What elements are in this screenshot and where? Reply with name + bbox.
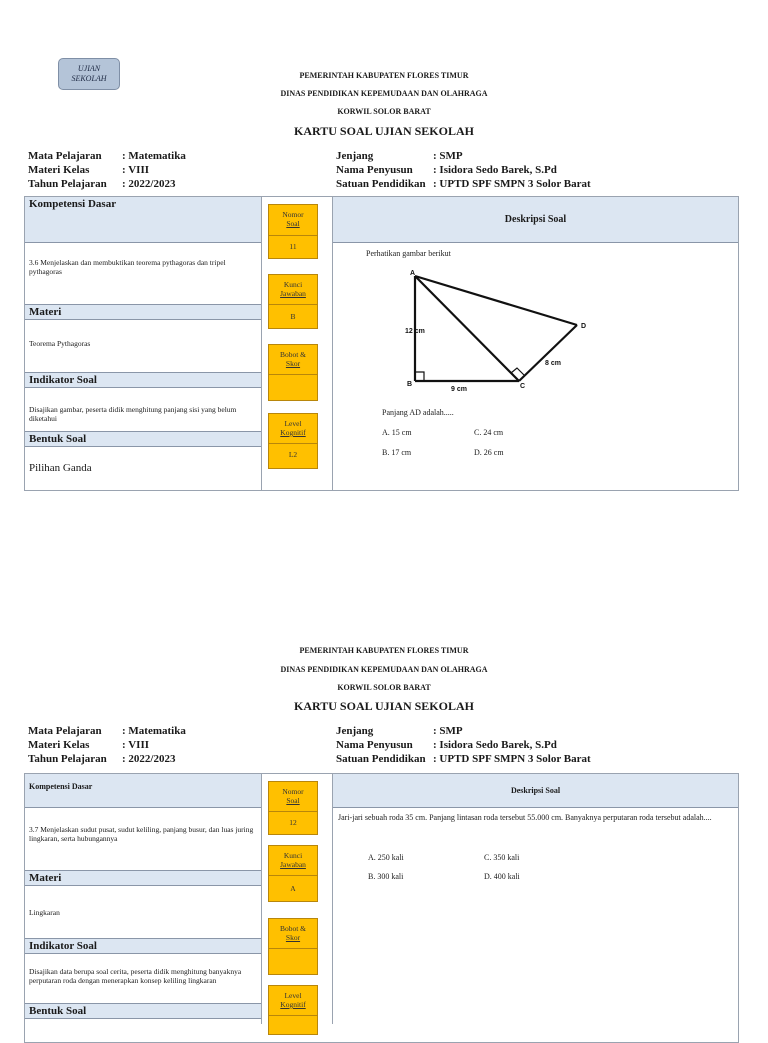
meta2-penyusun-value: : Isidora Sedo Barek, S.Pd — [433, 739, 557, 751]
card1-nomor-value: 11 — [268, 235, 318, 259]
right-angle-b — [415, 372, 424, 381]
header-line1: PEMERINTAH KABUPATEN FLORES TIMUR — [299, 71, 469, 80]
meta2-jenjang-label: Jenjang — [336, 725, 374, 737]
meta-mapel-label: Mata Pelajaran — [28, 150, 102, 162]
meta2-satuan-label: Satuan Pendidikan — [336, 753, 426, 765]
card2-option-a: A. 250 kali — [368, 853, 404, 862]
meta2-jenjang-value: : SMP — [433, 725, 463, 737]
card2-materi-label: Materi — [25, 870, 261, 886]
meta2-penyusun-label: Nama Penyusun — [336, 739, 413, 751]
nomor-label-b: Soal — [286, 219, 300, 228]
card2-question: Jari-jari sebuah roda 35 cm. Panjang lintasan roda tersebut 55.000 cm. Banyaknya perputaran roda tersebut adalah.... — [338, 813, 712, 822]
card2-kd-label: Kompetensi Dasar — [25, 774, 261, 808]
card2-bobot-value — [268, 948, 318, 975]
meta2-mapel-label: Mata Pelajaran — [28, 725, 102, 737]
card1-materi-label: Materi — [25, 304, 261, 320]
label-d: D — [581, 323, 587, 330]
card1-option-a: A. 15 cm — [382, 428, 412, 437]
meta-jenjang-label: Jenjang — [336, 150, 374, 162]
kunci-label-b: Jawaban — [280, 289, 306, 298]
card2-nomor-value: 12 — [268, 811, 318, 835]
card2-kunci-value: A — [268, 875, 318, 902]
card1-kd-label: Kompetensi Dasar — [25, 197, 261, 243]
badge-line1: UJIAN — [77, 64, 101, 73]
meta2-tahun-label: Tahun Pelajaran — [28, 753, 107, 765]
label-a: A — [410, 270, 416, 277]
card2-kd-text: 3.7 Menjelaskan sudut pusat, sudut keliling, panjang busur, dan luas juring lingkaran, serta hubungannya — [29, 825, 254, 843]
card1-kunci-value: B — [268, 304, 318, 329]
level-label-b: Kognitif — [280, 428, 306, 437]
card1-bobot-label — [268, 344, 318, 375]
label-b: B — [407, 381, 413, 388]
card2-deskripsi-header: Deskripsi Soal — [333, 774, 738, 808]
card2-option-c: C. 350 kali — [484, 853, 520, 862]
card1-materi-text: Teorema Pythagoras — [29, 339, 91, 348]
meta-kelas-value: : VIII — [122, 164, 150, 176]
card1-question: Panjang AD adalah..... — [382, 408, 454, 417]
card1-deskripsi-header: Deskripsi Soal — [333, 197, 738, 243]
meta-right — [336, 149, 756, 191]
badge-line2: SEKOLAH — [71, 74, 107, 83]
nomor-label-a: Nomor — [282, 210, 304, 219]
card2-divider-1 — [261, 773, 262, 1024]
bobot-label-a: Bobot & — [279, 350, 307, 359]
card2-divider-2 — [332, 773, 333, 1024]
card2-bobot-label — [268, 918, 318, 949]
page-title: KARTU SOAL UJIAN SEKOLAH — [294, 124, 474, 138]
card2-bentuk-label: Bentuk Soal — [25, 1003, 261, 1019]
card1-divider-1 — [261, 196, 262, 491]
card1-indikator-text: Disajikan gambar, peserta didik menghitung panjang sisi yang belum diketahui — [29, 405, 237, 423]
header2-line2: DINAS PENDIDIKAN KEPEMUDAAN DAN OLAHRAGA — [280, 665, 488, 674]
card1-bobot-value — [268, 374, 318, 401]
meta-left — [28, 149, 328, 191]
page-title-2: KARTU SOAL UJIAN SEKOLAH — [294, 699, 474, 713]
card1-indikator-label: Indikator Soal — [25, 372, 261, 388]
card1-kd-text: 3.6 Menjelaskan dan membuktikan teorema pythagoras dan tripel pythagoras — [29, 258, 226, 276]
header-line2: DINAS PENDIDIKAN KEPEMUDAAN DAN OLAHRAGA — [280, 89, 488, 98]
header2-line3: KORWIL SOLOR BARAT — [337, 683, 431, 692]
card1-kunci-label — [268, 274, 318, 305]
card2-nomor-label — [268, 781, 318, 812]
meta2-satuan-value: : UPTD SPF SMPN 3 Solor Barat — [433, 753, 591, 765]
nomor2-label-a: Nomor — [282, 787, 304, 796]
bobot2-label-b: Skor — [285, 933, 301, 942]
card1-bentuk-label: Bentuk Soal — [25, 431, 261, 447]
card1-nomor-label — [268, 204, 318, 236]
meta-mapel-value: : Matematika — [122, 150, 186, 162]
card2-materi-text: Lingkaran — [29, 908, 60, 917]
level2-label-a: Level — [284, 991, 302, 1000]
pythagoras-figure — [395, 262, 600, 397]
label-cd-length: 8 cm — [545, 360, 561, 367]
card2-kunci-label — [268, 845, 318, 876]
meta-kelas-label: Materi Kelas — [28, 164, 90, 176]
card2-indikator-label: Indikator Soal — [25, 938, 261, 954]
card1-bentuk-text: Pilihan Ganda — [29, 462, 92, 474]
label-bc-length: 9 cm — [451, 386, 467, 393]
card1-level-label — [268, 413, 318, 444]
bobot-label-b: Skor — [285, 359, 301, 368]
meta2-right — [336, 724, 756, 766]
meta-penyusun-value: : Isidora Sedo Barek, S.Pd — [433, 164, 557, 176]
level2-label-b: Kognitif — [280, 1000, 306, 1009]
meta2-left — [28, 724, 328, 766]
label-c: C — [520, 383, 526, 390]
level-label-a: Level — [284, 419, 302, 428]
meta-satuan-label: Satuan Pendidikan — [336, 178, 426, 190]
card1-option-c: C. 24 cm — [474, 428, 504, 437]
card2-option-b: B. 300 kali — [368, 872, 404, 881]
meta2-kelas-label: Materi Kelas — [28, 739, 90, 751]
bobot2-label-a: Bobot & — [279, 924, 307, 933]
meta2-tahun-value: : 2022/2023 — [122, 753, 176, 765]
nomor2-label-b: Soal — [286, 796, 300, 805]
meta-penyusun-label: Nama Penyusun — [336, 164, 413, 176]
meta-tahun-label: Tahun Pelajaran — [28, 178, 107, 190]
kunci2-label-a: Kunci — [283, 851, 303, 860]
line-cd — [519, 325, 577, 381]
header-line3: KORWIL SOLOR BARAT — [337, 107, 431, 116]
card2-level-value — [268, 1015, 318, 1035]
meta-tahun-value: : 2022/2023 — [122, 178, 176, 190]
card1-option-d: D. 26 cm — [474, 448, 504, 457]
meta2-mapel-value: : Matematika — [122, 725, 186, 737]
header2-line1: PEMERINTAH KABUPATEN FLORES TIMUR — [299, 646, 469, 655]
meta-satuan-value: : UPTD SPF SMPN 3 Solor Barat — [433, 178, 591, 190]
label-ab-length: 12 cm — [405, 328, 425, 335]
card1-question-intro: Perhatikan gambar berikut — [366, 249, 451, 258]
card1-level-value: L2 — [268, 443, 318, 469]
meta2-kelas-value: : VIII — [122, 739, 150, 751]
card2-level-label — [268, 985, 318, 1016]
meta-jenjang-value: : SMP — [433, 150, 463, 162]
card1-option-b: B. 17 cm — [382, 448, 412, 457]
kunci2-label-b: Jawaban — [280, 860, 306, 869]
kunci-label-a: Kunci — [283, 280, 303, 289]
card2-indikator-text: Disajikan data berupa soal cerita, peserta didik menghitung banyaknya perputaran roda dengan menerapkan konsep keliling lingkaran — [29, 967, 242, 985]
card2-option-d: D. 400 kali — [484, 872, 520, 881]
